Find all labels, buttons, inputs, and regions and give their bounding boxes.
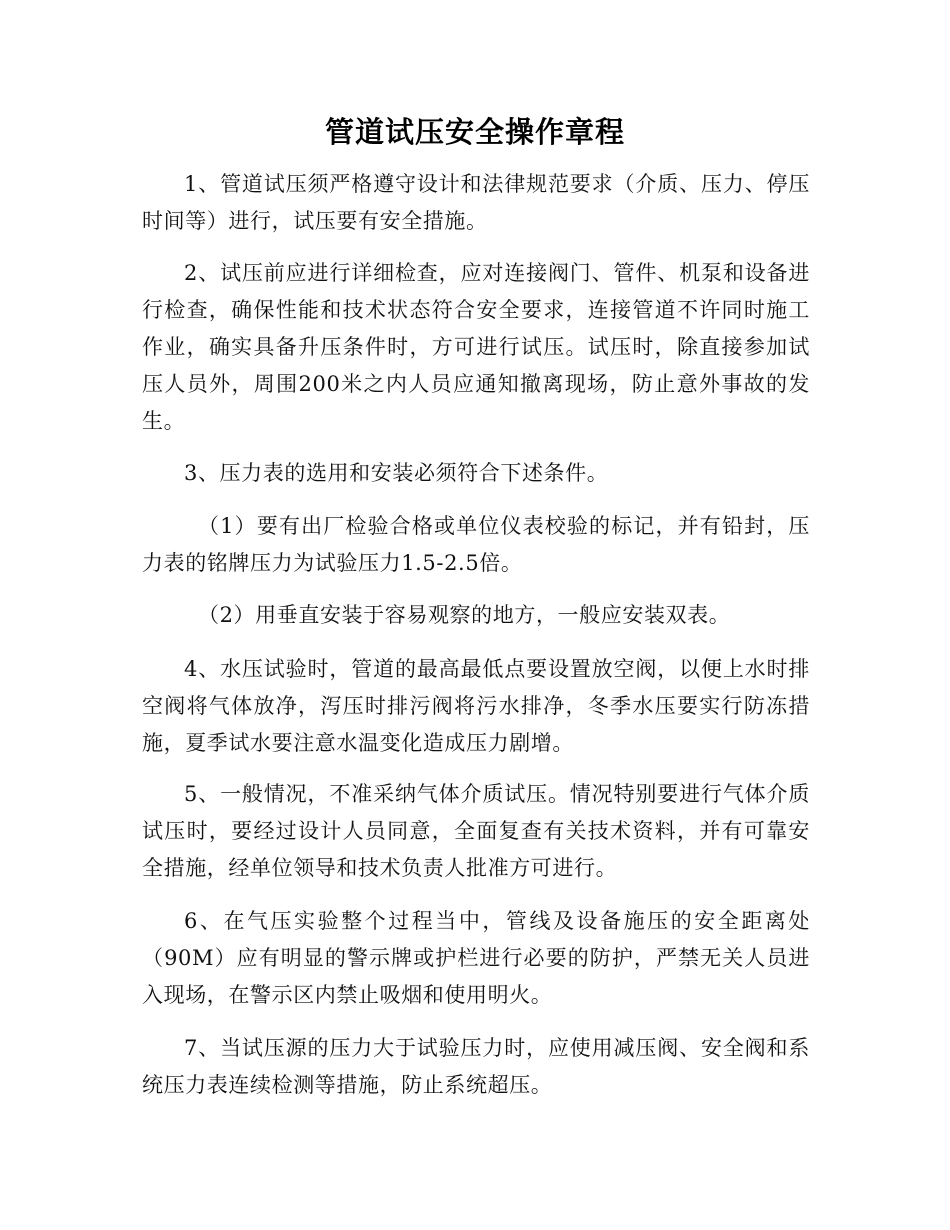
- paragraph-3: 3、压力表的选用和安装必须符合下述条件。: [184, 461, 609, 485]
- paragraph-6: 6、在气压实验整个过程当中，管线及设备施压的安全距离处（90M）应有明显的警示牌或护栏进行必要的防护，严禁无关人员进入现场，在警示区内禁止吸烟和使用明火。: [142, 909, 810, 1007]
- paragraph-5: 5、一般情况，不准采纳气体介质试压。情况特别要进行气体介质试压时，要经过设计人员同意，全面复查有关技术资料，并有可靠安全措施，经单位领导和技术负责人批准方可进行。: [142, 782, 810, 880]
- paragraph-2: 2、试压前应进行详细检查，应对连接阀门、管件、机泵和设备进行检查，确保性能和技术状态符合安全要求，连接管道不许同时施工作业，确实具备升压条件时，方可进行试压。试压时，除直接参加试压人员外，周围200米之内人员应通知撤离现场，防止意外事故的发生。: [142, 261, 810, 433]
- document-title: 管道试压安全操作章程: [324, 115, 625, 149]
- paragraph-4: 4、水压试验时，管道的最高最低点要设置放空阀，以便上水时排空阀将气体放净，泻压时排污阀将污水排净，冬季水压要实行防冻措施，夏季试水要注意水温变化造成压力剧增。: [142, 657, 810, 755]
- paragraph-3-item-2: （2）用垂直安装于容易观察的地方，一般应安装双表。: [198, 603, 731, 627]
- paragraph-7: 7、当试压源的压力大于试验压力时，应使用减压阀、安全阀和系统压力表连续检测等措施，防止系统超压。: [142, 1036, 810, 1097]
- paragraph-1: 1、管道试压须严格遵守设计和法律规范要求（介质、压力、停压时间等）进行，试压要有安全措施。: [142, 172, 810, 233]
- paragraph-3-item-1: （1）要有出厂检验合格或单位仪表校验的标记，并有铅封，压力表的铭牌压力为试验压力1.5-2.5倍。: [142, 514, 810, 575]
